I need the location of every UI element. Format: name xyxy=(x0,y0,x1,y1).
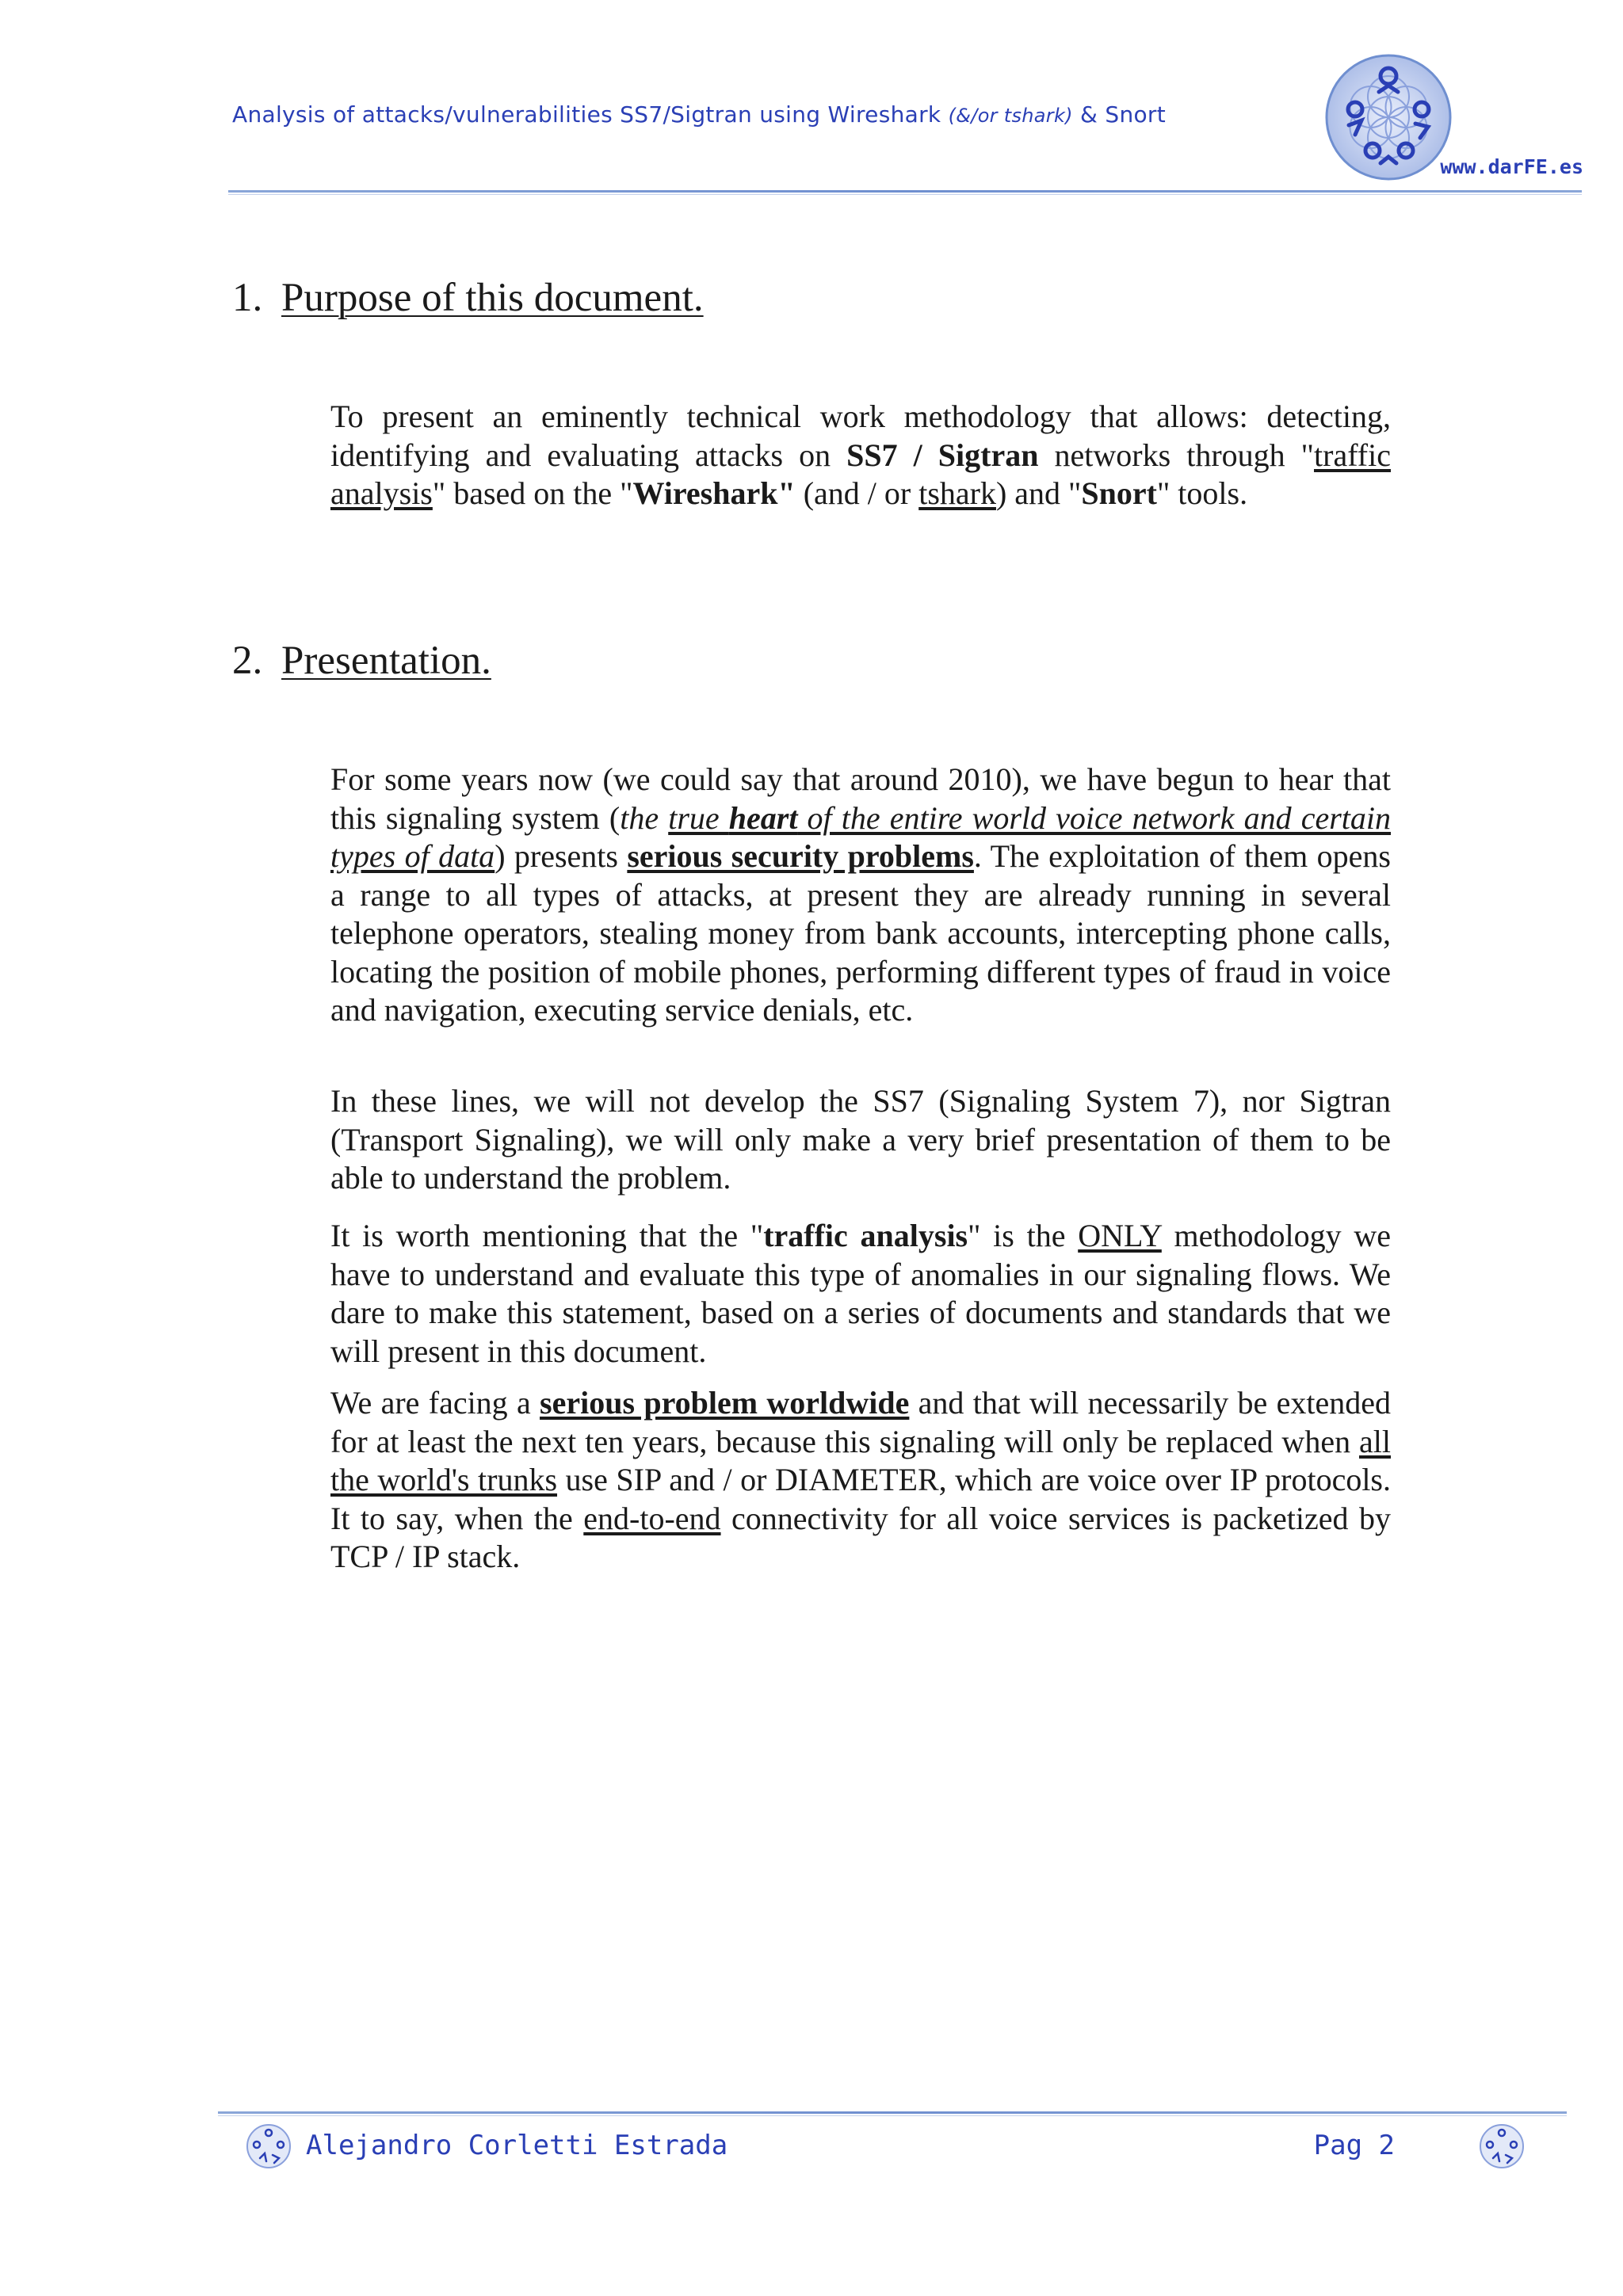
text-italic-bold-underline: heart xyxy=(728,799,798,836)
text-bold: Snort xyxy=(1081,475,1157,511)
text-underline: ONLY xyxy=(1078,1218,1162,1253)
header-title xyxy=(232,101,1326,128)
header-title-end: & Snort xyxy=(1072,101,1167,128)
text-run: " based on the " xyxy=(432,475,633,511)
presentation-paragraph-3 xyxy=(330,1217,1391,1371)
text-run: and that will necessarily be extended for at least the next ten years, because this signaling will only be replaced when xyxy=(330,1385,1391,1459)
text-run: . The exploitation of them opens a range to all types of attacks, at present they are already running in several telephone operators, stealing money from bank accounts, intercepting phone calls, locating the position of mobile phones, performing different types of fraud in voice and navigation, executing service denials, etc. xyxy=(330,838,1391,1028)
text-run: It is worth mentioning that the " xyxy=(330,1218,764,1253)
text-italic-underline: true xyxy=(668,799,729,836)
section-heading-presentation xyxy=(232,638,491,684)
header-rule xyxy=(228,190,1582,193)
text-run: ) and " xyxy=(995,475,1082,511)
text-run: methodology we have to understand and evaluate this type of anomalies in our signaling flows. We dare to make this statement, based on a series of documents and standards that we will present in this document. xyxy=(330,1218,1392,1369)
text-italic: the xyxy=(620,799,669,836)
header-rule-shadow xyxy=(228,194,1582,195)
text-underline: all the world's trunks xyxy=(330,1423,1391,1497)
darfe-small-logo-icon xyxy=(246,2123,292,2169)
text-bold: traffic analysis xyxy=(763,1218,968,1253)
text-run: For some years now (we could say that around 2010), we have begun to hear that this signaling system ( xyxy=(330,761,1391,836)
text-bold: Wireshark" xyxy=(632,475,796,511)
header-title-main: Analysis of attacks/vulnerabilities SS7/Sigtran using Wireshark xyxy=(232,101,949,128)
section-title: Purpose of this document. xyxy=(281,276,704,320)
text-underline: tshark xyxy=(918,475,996,511)
purpose-paragraph xyxy=(330,398,1391,513)
text-bold: SS7 / Sigtran xyxy=(846,437,1039,473)
footer-author: Alejandro Corletti Estrada xyxy=(306,2130,728,2161)
text-run: (and / or xyxy=(795,475,919,511)
text-underline: traffic analysis xyxy=(330,437,1391,511)
text-run: connectivity for all voice services is packetized by TCP / IP stack. xyxy=(330,1500,1391,1574)
text-run: use SIP and / or DIAMETER, which are voice over IP protocols. It to say, when the xyxy=(330,1462,1391,1536)
text-run: networks through " xyxy=(1038,437,1315,473)
section-heading-purpose xyxy=(232,275,704,321)
section-number: 2. xyxy=(232,639,263,683)
text-underline: end-to-end xyxy=(583,1500,721,1536)
logo-url: www.darFE.es xyxy=(1440,155,1583,178)
text-bold-underline: serious security problems xyxy=(627,838,974,874)
section-number: 1. xyxy=(232,276,263,320)
section-title: Presentation. xyxy=(281,639,491,683)
header-title-aside: (&/or tshark) xyxy=(948,105,1073,127)
text-run: " is the xyxy=(968,1218,1079,1253)
footer-rule-shadow xyxy=(218,2115,1567,2116)
presentation-paragraph-4 xyxy=(330,1384,1391,1577)
text-italic-underline: of the entire world voice network and certain types of data xyxy=(330,799,1392,874)
text-run: We are facing a xyxy=(330,1385,540,1421)
text-run: To present an eminently technical work methodology that allows: detecting, identifying and evaluating attacks on xyxy=(330,399,1391,473)
footer-page-number: Pag 2 xyxy=(1313,2130,1395,2161)
text-run: " tools. xyxy=(1156,475,1248,511)
darfe-small-logo-icon xyxy=(1479,2123,1525,2169)
text-run: ) presents xyxy=(495,838,628,874)
presentation-paragraph-1 xyxy=(330,761,1391,1030)
footer-rule xyxy=(218,2111,1567,2114)
presentation-paragraph-2: In these lines, we will not develop the SS7 (Signaling System 7), nor Sigtran (Transport Signaling), we will only make a very brief presentation of them to be able to understand the problem. xyxy=(330,1083,1391,1196)
text-bold-underline: serious problem worldwide xyxy=(540,1385,910,1421)
